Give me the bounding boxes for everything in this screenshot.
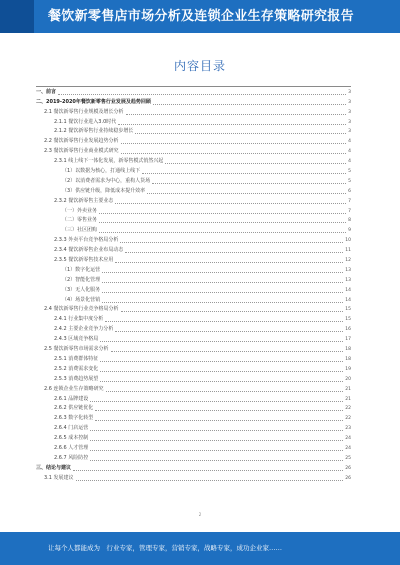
toc-entry[interactable] <box>36 404 351 414</box>
toc-leader-dots <box>90 440 343 441</box>
toc-leader-dots <box>115 262 343 263</box>
page-header <box>0 0 400 33</box>
toc-entry-label: 2.4.1 行业集中度分析 <box>54 316 104 323</box>
toc-entry[interactable] <box>36 176 351 186</box>
toc-entry-label: （4）场景化营销 <box>62 296 101 303</box>
toc-leader-dots <box>120 242 343 243</box>
footer-slogan: 让每个人都能成为 行业专家，管理专家，营销专家，战略专家，成功企业家…… <box>48 544 282 552</box>
toc-entry[interactable] <box>36 374 351 384</box>
toc-entry-label: 2.5 餐饮新零售市场需求分析 <box>44 346 109 353</box>
toc-entry-page: 20 <box>345 376 351 382</box>
toc-entry-page: 4 <box>348 149 351 155</box>
toc-leader-dots <box>90 401 343 402</box>
toc-entry[interactable] <box>36 384 351 394</box>
toc-leader-dots <box>165 163 346 164</box>
toc-entry[interactable] <box>36 413 351 423</box>
toc-entry-page: 3 <box>348 99 351 105</box>
table-of-contents <box>36 87 351 483</box>
toc-entry-page: 26 <box>345 465 351 471</box>
toc-entry[interactable] <box>36 97 351 107</box>
toc-entry-page: 14 <box>345 287 351 293</box>
toc-entry-label: 2.1.1 餐饮行业进入3.0时代 <box>54 118 117 125</box>
toc-entry-label: 2.4.3 区域竞争格局 <box>54 336 99 343</box>
toc-leader-dots <box>76 480 344 481</box>
toc-entry-label: 2.2 餐饮新零售行业发展趋势分析 <box>44 138 119 145</box>
toc-entry-page: 22 <box>345 406 351 412</box>
toc-leader-dots <box>100 341 343 342</box>
toc-entry-label: 2.5.1 消费群体特征 <box>54 355 99 362</box>
toc-entry-label: （2）智能化管理 <box>62 276 101 283</box>
toc-entry[interactable] <box>36 354 351 364</box>
toc-entry[interactable] <box>36 146 351 156</box>
toc-title: 内容目录 <box>173 59 226 73</box>
toc-entry-page: 5 <box>348 169 351 175</box>
toc-leader-dots <box>90 430 343 431</box>
toc-entry-label: 2.6.4 门店运营 <box>54 425 89 432</box>
toc-entry[interactable] <box>36 314 351 324</box>
toc-entry-label: 2.4.2 主要企业竞争力分析 <box>54 326 114 333</box>
toc-leader-dots <box>99 222 346 223</box>
toc-entry-label: 2.6.5 成本控制 <box>54 435 89 442</box>
toc-entry[interactable] <box>36 324 351 334</box>
toc-entry[interactable] <box>36 265 351 275</box>
toc-entry[interactable] <box>36 117 351 127</box>
toc-entry-label: （1）数字化运营 <box>62 266 101 273</box>
toc-leader-dots <box>73 470 343 471</box>
toc-entry-label: 2.6.6 人才管理 <box>54 444 89 451</box>
toc-entry[interactable] <box>36 334 351 344</box>
toc-entry-page: 13 <box>345 267 351 273</box>
toc-leader-dots <box>102 302 343 303</box>
toc-entry-label: 三、结论与建议 <box>36 464 72 471</box>
toc-entry[interactable] <box>36 87 351 97</box>
toc-entry-label: 2.6.7 风险防控 <box>54 454 89 461</box>
toc-entry-page: 16 <box>345 327 351 333</box>
toc-entry[interactable] <box>36 295 351 305</box>
toc-entry[interactable] <box>36 166 351 176</box>
toc-leader-dots <box>99 213 346 214</box>
toc-entry-label: （3）供应链升级，降低成本提升效率 <box>62 187 146 194</box>
toc-entry[interactable] <box>36 235 351 245</box>
toc-entry[interactable] <box>36 423 351 433</box>
toc-entry[interactable] <box>36 255 351 265</box>
toc-entry[interactable] <box>36 196 351 206</box>
toc-leader-dots <box>102 292 343 293</box>
toc-leader-dots <box>125 252 343 253</box>
toc-entry-page: 4 <box>348 139 351 145</box>
toc-leader-dots <box>152 183 346 184</box>
toc-entry-label: 2.5.3 消费趋势展望 <box>54 375 99 382</box>
toc-entry-label: 2.3 餐饮新零售行业商业模式研究 <box>44 148 119 155</box>
toc-entry-page: 25 <box>345 455 351 461</box>
toc-entry-page: 15 <box>345 307 351 313</box>
toc-entry[interactable] <box>36 364 351 374</box>
toc-entry[interactable] <box>36 206 351 216</box>
page-number: 2 <box>198 512 202 517</box>
toc-leader-dots <box>100 371 343 372</box>
toc-leader-dots <box>153 104 346 105</box>
toc-entry-page: 21 <box>345 386 351 392</box>
toc-leader-dots <box>121 311 344 312</box>
toc-entry-page: 4 <box>348 159 351 165</box>
toc-entry[interactable] <box>36 156 351 166</box>
toc-entry[interactable] <box>36 216 351 226</box>
toc-entry-label: 2.3.3 外卖平台竞争格局分析 <box>54 237 119 244</box>
toc-entry[interactable] <box>36 305 351 315</box>
toc-entry-label: 2.6.1 品牌建设 <box>54 395 89 402</box>
toc-entry[interactable] <box>36 136 351 146</box>
toc-entry-page: 11 <box>345 248 351 254</box>
toc-leader-dots <box>118 124 346 125</box>
toc-entry-page: 3 <box>348 109 351 115</box>
toc-entry-label: （一）外卖业务 <box>62 207 98 214</box>
toc-entry[interactable] <box>36 107 351 117</box>
toc-entry-page: 24 <box>345 436 351 442</box>
toc-entry-page: 22 <box>345 416 351 422</box>
toc-leader-dots <box>100 361 343 362</box>
toc-leader-dots <box>115 331 343 332</box>
toc-entry-page: 23 <box>345 426 351 432</box>
toc-entry-label: 2.1.2 餐饮新零售行业持续稳步增长 <box>54 128 134 135</box>
toc-leader-dots <box>95 420 343 421</box>
toc-leader-dots <box>90 450 343 451</box>
toc-entry-label: （3）无人化服务 <box>62 286 101 293</box>
toc-entry-label: 二、2019-2020年餐饮新零售行业发展及趋势回顾 <box>36 98 151 105</box>
toc-entry[interactable] <box>36 433 351 443</box>
toc-leader-dots <box>100 381 343 382</box>
toc-leader-dots <box>111 351 344 352</box>
toc-entry-page: 7 <box>348 208 351 214</box>
toc-leader-dots <box>121 153 347 154</box>
toc-entry-label: 2.6 连锁企业生存策略研究 <box>44 385 104 392</box>
toc-leader-dots <box>95 410 343 411</box>
toc-entry-page: 12 <box>345 258 351 264</box>
toc-entry-page: 21 <box>345 396 351 402</box>
report-title: 餐饮新零售店市场分析及连锁企业生存策略研究报告 <box>48 9 354 24</box>
toc-leader-dots <box>102 272 343 273</box>
toc-leader-dots <box>99 232 346 233</box>
toc-entry-page: 26 <box>345 475 351 481</box>
toc-leader-dots <box>142 173 346 174</box>
toc-entry[interactable] <box>36 275 351 285</box>
toc-entry[interactable] <box>36 225 351 235</box>
toc-entry-label: 一、前言 <box>36 88 57 95</box>
toc-entry-label: 2.3.1 线上线下一体化发展，新零售模式悄然兴起 <box>54 158 164 165</box>
toc-entry-label: （1）以数据为核心，打通线上线下 <box>62 168 141 175</box>
toc-entry-page: 8 <box>348 218 351 224</box>
toc-entry-label: （2）以消费者需求为中心，重构人货场 <box>62 177 151 184</box>
toc-entry-page: 3 <box>348 129 351 135</box>
toc-entry-page: 6 <box>348 188 351 194</box>
toc-leader-dots <box>90 460 343 461</box>
toc-leader-dots <box>115 203 346 204</box>
toc-entry-label: 3.1 发展建议 <box>44 474 74 481</box>
toc-entry[interactable] <box>36 285 351 295</box>
toc-entry-page: 18 <box>345 356 351 362</box>
toc-leader-dots <box>58 94 346 95</box>
toc-entry-page: 19 <box>345 366 351 372</box>
toc-entry-page: 7 <box>348 198 351 204</box>
toc-entry[interactable] <box>36 463 351 473</box>
toc-entry[interactable] <box>36 453 351 463</box>
toc-leader-dots <box>135 133 346 134</box>
toc-entry-page: 3 <box>348 89 351 95</box>
toc-leader-dots <box>121 143 347 144</box>
toc-entry-page: 9 <box>348 228 351 234</box>
toc-entry-page: 10 <box>345 238 351 244</box>
toc-entry-page: 3 <box>348 119 351 125</box>
toc-entry-label: （二）零售业务 <box>62 217 98 224</box>
toc-entry[interactable] <box>36 245 351 255</box>
toc-entry[interactable] <box>36 473 351 483</box>
toc-entry-page: 15 <box>345 317 351 323</box>
toc-entry-label: 2.4 餐饮新零售行业竞争格局分析 <box>44 306 119 313</box>
toc-entry-label: 2.3.5 餐饮新零售技术应用 <box>54 257 114 264</box>
toc-entry-page: 18 <box>345 347 351 353</box>
toc-entry-label: 2.3.4 餐饮新零售企业布局动态 <box>54 247 124 254</box>
toc-entry-label: 2.5.2 消费需求变化 <box>54 365 99 372</box>
toc-entry-label: （三）社区团购 <box>62 227 98 234</box>
toc-leader-dots <box>147 193 346 194</box>
toc-entry[interactable] <box>36 443 351 453</box>
toc-entry-page: 14 <box>345 297 351 303</box>
toc-entry-page: 17 <box>345 337 351 343</box>
toc-entry-label: 2.6.3 数字化转型 <box>54 415 94 422</box>
toc-entry[interactable] <box>36 186 351 196</box>
toc-entry-page: 5 <box>348 178 351 184</box>
toc-entry[interactable] <box>36 127 351 137</box>
toc-entry-page: 13 <box>345 277 351 283</box>
page-footer <box>0 532 400 565</box>
toc-entry-page: 24 <box>345 445 351 451</box>
toc-leader-dots <box>105 321 343 322</box>
toc-entry[interactable] <box>36 344 351 354</box>
toc-entry-label: 2.6.2 供应链优化 <box>54 405 94 412</box>
toc-entry[interactable] <box>36 394 351 404</box>
toc-leader-dots <box>102 282 343 283</box>
header-accent-tab <box>0 0 34 33</box>
toc-leader-dots <box>106 391 344 392</box>
toc-leader-dots <box>126 114 347 115</box>
toc-entry-label: 2.3.2 餐饮新零售主要业态 <box>54 197 114 204</box>
toc-entry-label: 2.1 餐饮新零售行业规模及增长分析 <box>44 108 124 115</box>
